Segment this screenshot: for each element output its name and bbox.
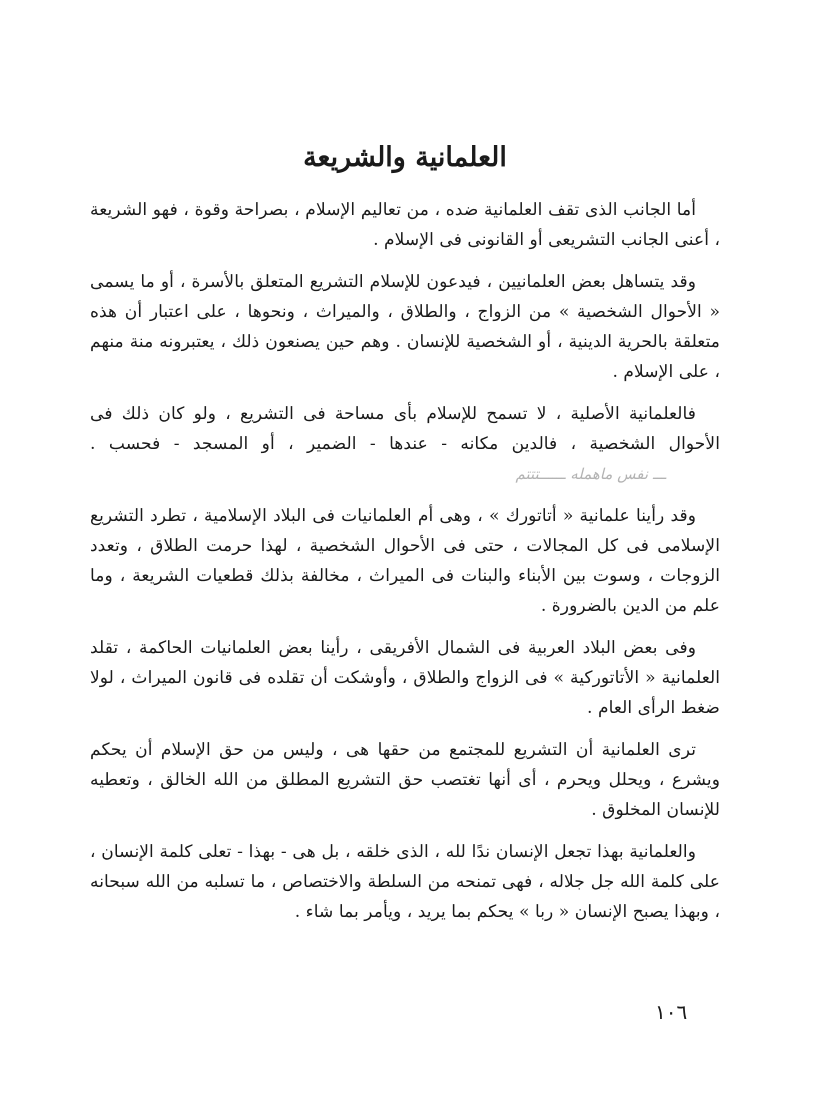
paragraph-7: والعلمانية بهذا تجعل الإنسان ندًا لله ، الذى خلقه ، بل هى - بهذا - تعلى كلمة الإنسان ، على كلمة الله جل جلاله ، فهى تمنحه من السلطة والاختصاص ، ما تسلبه من الله سبحانه ، وبهذا يصبح الإنسان « ربا » يحكم بما يريد ، ويأمر بما شاء . [90,842,720,923]
paragraph-4: وقد رأينا علمانية « أتاتورك » ، وهى أم العلمانيات فى البلاد الإسلامية ، تطرد التشريع الإسلامى فى كل المجالات ، حتى فى الأحوال الشخصية ، لهذا حرمت الطلاق ، وتعدد الزوجات ، وسوت بين الأبناء والبنات فى الميراث ، مخالفة بذلك قطعيات الشريعة ، وما علم من الدين بالضرورة . [90,506,720,617]
page-number: ١٠٦ [655,1000,688,1024]
paragraph-3: فالعلمانية الأصلية ، لا تسمح للإسلام بأى مساحة فى التشريع ، ولو كان ذلك فى الأحوال الشخصية ، فالدين مكانه - عندها - الضمير ، أو المسجد - فحسب . [90,404,720,455]
paragraph-6: ترى العلمانية أن التشريع للمجتمع من حقها هى ، وليس من حق الإسلام أن يحكم ويشرع ، ويحلل ويحرم ، أى أنها تغتصب حق التشريع المطلق من الله الخالق ، وتعطيه للإنسان المخلوق . [90,740,720,821]
paragraph-2: وقد يتساهل بعض العلمانيين ، فيدعون للإسلام التشريع المتعلق بالأسرة ، أو ما يسمى « الأحوال الشخصية » من الزواج ، والطلاق ، والميراث ، ونحوها ، على اعتبار أن هذه متعلقة بالحرية الدينية ، أو الشخصية للإنسان . وهم حين يصنعون ذلك ، يعتبرونه منة منهم ، على الإسلام . [90,272,720,383]
handwritten-annotation-image: ـــ نفس ماهمله ــــــتتتم [515,465,666,484]
page-title: العلمانية والشريعة [303,142,507,173]
paragraph-3-container [90,399,720,489]
paragraph-5: وفى بعض البلاد العربية فى الشمال الأفريقى ، رأينا بعض العلمانيات الحاكمة ، تقلد العلمانية « الأتاتوركية » فى الزواج والطلاق ، وأوشكت أن تقلده فى قانون الميراث ، لولا ضغط الرأى العام . [90,638,720,719]
document-page [90,140,720,939]
paragraph-1: أما الجانب الذى تقف العلمانية ضده ، من تعاليم الإسلام ، بصراحة وقوة ، فهو الشريعة ، أعنى الجانب التشريعى أو القانونى فى الإسلام . [90,200,720,251]
